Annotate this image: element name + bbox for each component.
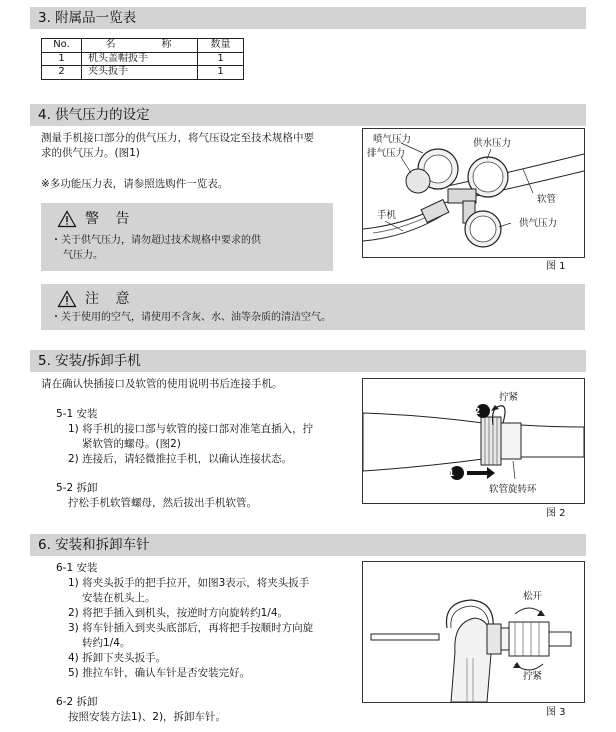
sec5-intro: 请在确认快插接口及软管的使用说明书后连接手机。 xyxy=(41,378,283,390)
table-row xyxy=(42,66,244,80)
label-air-pressure: 供气压力 xyxy=(519,218,558,229)
sec6-2-step: 按照安装方法1)、2)，拆卸车针。 xyxy=(68,711,227,723)
warning-line: ・关于供气压力，请勿超过技术规格中要求的供 xyxy=(51,235,261,246)
marker-step-2: 2 xyxy=(474,407,481,417)
cell-name: 夹头扳手 xyxy=(82,66,198,80)
sec4-note: ※多功能压力表，请参照选购件一览表。 xyxy=(41,178,229,190)
warning-title: 警 告 xyxy=(85,211,136,227)
label-tighten: 拧紧 xyxy=(499,392,519,403)
figure-3-caption: 图 3 xyxy=(546,707,566,718)
sec5-2-step: 拧松手机软管螺母，然后拔出手机软管。 xyxy=(68,497,257,509)
cell-qty: 1 xyxy=(198,52,244,66)
sec5-1-title: 5-1 安装 xyxy=(56,408,98,420)
label-hose-swivel-ring: 软管旋转环 xyxy=(489,484,537,495)
warning-triangle-icon xyxy=(57,210,77,228)
sec6-2-title: 6-2 拆卸 xyxy=(56,696,98,708)
hose-connection-illustration xyxy=(363,379,584,503)
sec4-para-line: 求的供气压力。(图1) xyxy=(41,147,140,160)
cell-qty: 1 xyxy=(198,66,244,80)
label-loosen: 松开 xyxy=(523,591,543,602)
warning-line: 气压力。 xyxy=(63,249,103,261)
caution-triangle-icon xyxy=(57,290,77,308)
sec6-step: 转约1/4。 xyxy=(82,637,131,649)
sec6-step: 5) 推拉车针，确认车针是否安装完好。 xyxy=(68,667,251,679)
caution-title: 注 意 xyxy=(85,291,136,307)
sec6-step: 4) 拆卸下夹头扳手。 xyxy=(68,652,167,664)
label-water-pressure: 供水压力 xyxy=(473,138,512,149)
label-handpiece: 手机 xyxy=(377,210,397,221)
sec5-2-title: 5-2 拆卸 xyxy=(56,482,98,494)
cell-no: 1 xyxy=(42,52,82,66)
label-spray-pressure: 喷气压力 xyxy=(373,134,412,145)
figure-1 xyxy=(362,128,585,258)
table-row xyxy=(42,52,244,66)
figure-2 xyxy=(362,378,585,504)
header-name: 名 称 xyxy=(82,39,198,53)
cell-name: 机头盖帽扳手 xyxy=(82,52,198,66)
section-6-title: 6. 安装和拆卸车针 xyxy=(38,537,150,553)
section-3-header xyxy=(30,7,586,29)
sec4-paragraph xyxy=(41,131,314,161)
section-4-header xyxy=(30,104,586,126)
sec6-step: 1) 将夹头扳手的把手拉开，如图3表示，将夹头扳手 xyxy=(68,577,310,589)
accessories-table xyxy=(41,38,244,80)
section-3-title: 3. 附属品一览表 xyxy=(38,10,137,26)
caution-line: ・关于使用的空气，请使用不含灰、水、油等杂质的清洁空气。 xyxy=(51,312,331,323)
label-hose: 软管 xyxy=(537,194,557,205)
figure-2-caption: 图 2 xyxy=(546,508,566,519)
table-header-row xyxy=(42,39,244,53)
sec5-1-step: 紧软管的螺母。(图2) xyxy=(82,438,181,450)
section-4-title: 4. 供气压力的设定 xyxy=(38,107,150,123)
header-qty: 数量 xyxy=(198,39,244,53)
caution-header xyxy=(57,289,135,309)
caution-box xyxy=(41,284,585,330)
sec6-step: 2) 将把手插入到机头，按逆时方向旋转约1/4。 xyxy=(68,607,289,619)
marker-step-1: 1 xyxy=(448,469,455,479)
warning-text xyxy=(51,234,261,263)
sec6-step: 3) 将车针插入到夹头底部后，再将把手按顺时方向旋 xyxy=(68,622,314,634)
label-tighten-fig3: 拧紧 xyxy=(523,671,543,682)
sec4-para-line: 测量手机接口部分的供气压力，将气压设定至技术规格中要 xyxy=(41,132,314,144)
sec5-1-step: 1) 将手机的接口部与软管的接口部对准笔直插入，拧 xyxy=(68,423,314,435)
warning-header xyxy=(57,209,135,229)
sec6-step: 安装在机头上。 xyxy=(82,592,156,604)
sec6-1-title: 6-1 安装 xyxy=(56,562,98,574)
bur-installation-illustration xyxy=(363,562,584,702)
cell-no: 2 xyxy=(42,66,82,80)
sec5-1-step: 2) 连接后，请轻微推拉手机，以确认连接状态。 xyxy=(68,453,293,465)
label-exhaust-pressure: 排气压力 xyxy=(367,148,406,159)
figure-1-caption: 图 1 xyxy=(546,261,566,272)
section-6-header xyxy=(30,534,586,556)
warning-box xyxy=(41,203,333,271)
header-no: No. xyxy=(42,39,82,53)
section-5-header xyxy=(30,350,586,372)
section-5-title: 5. 安装/拆卸手机 xyxy=(38,353,141,369)
figure-3 xyxy=(362,561,585,703)
